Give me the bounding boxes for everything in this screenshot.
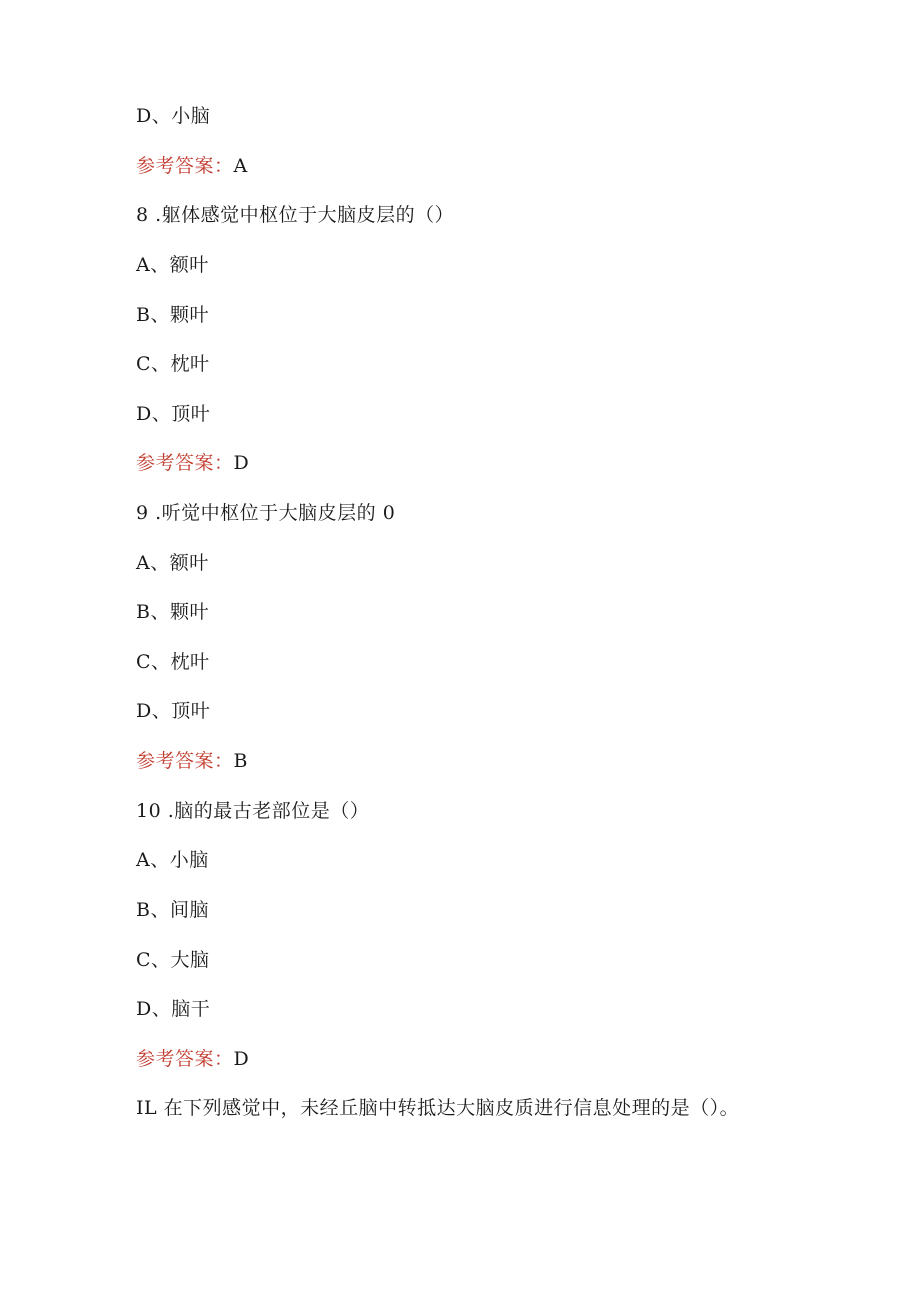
option-line: B、颗叶 xyxy=(136,304,209,326)
option-line: B、颗叶 xyxy=(136,601,209,623)
option-line: D、小脑 xyxy=(136,105,211,127)
answer-label: 参考答案： xyxy=(136,750,234,772)
option-line: A、额叶 xyxy=(136,254,209,276)
answer-value: A xyxy=(233,155,248,177)
answer-label: 参考答案： xyxy=(136,1048,234,1070)
question-line: 10 .脑的最古老部位是（） xyxy=(136,800,370,822)
option-line: C、枕叶 xyxy=(136,651,210,673)
answer-line xyxy=(136,749,248,773)
option-line: B、间脑 xyxy=(136,899,209,921)
answer-value: B xyxy=(233,750,248,772)
option-line: A、小脑 xyxy=(136,849,209,871)
answer-line xyxy=(136,1047,249,1071)
option-line: D、顶叶 xyxy=(136,700,211,722)
answer-line xyxy=(136,451,249,475)
question-line: 9 .听觉中枢位于大脑皮层的 0 xyxy=(136,502,396,524)
option-line: D、脑干 xyxy=(136,998,211,1020)
option-line: D、顶叶 xyxy=(136,403,211,425)
answer-value: D xyxy=(233,452,250,474)
option-line: C、枕叶 xyxy=(136,353,210,375)
option-line: A、额叶 xyxy=(136,552,209,574)
option-line: C、大脑 xyxy=(136,949,210,971)
question-line: IL 在下列感觉中，未经丘脑中转抵达大脑皮质进行信息处理的是（）。 xyxy=(136,1097,740,1119)
answer-line xyxy=(136,154,248,178)
answer-value: D xyxy=(233,1048,250,1070)
answer-label: 参考答案： xyxy=(136,452,234,474)
question-line: 8 .躯体感觉中枢位于大脑皮层的（） xyxy=(136,204,455,226)
answer-label: 参考答案： xyxy=(136,155,234,177)
